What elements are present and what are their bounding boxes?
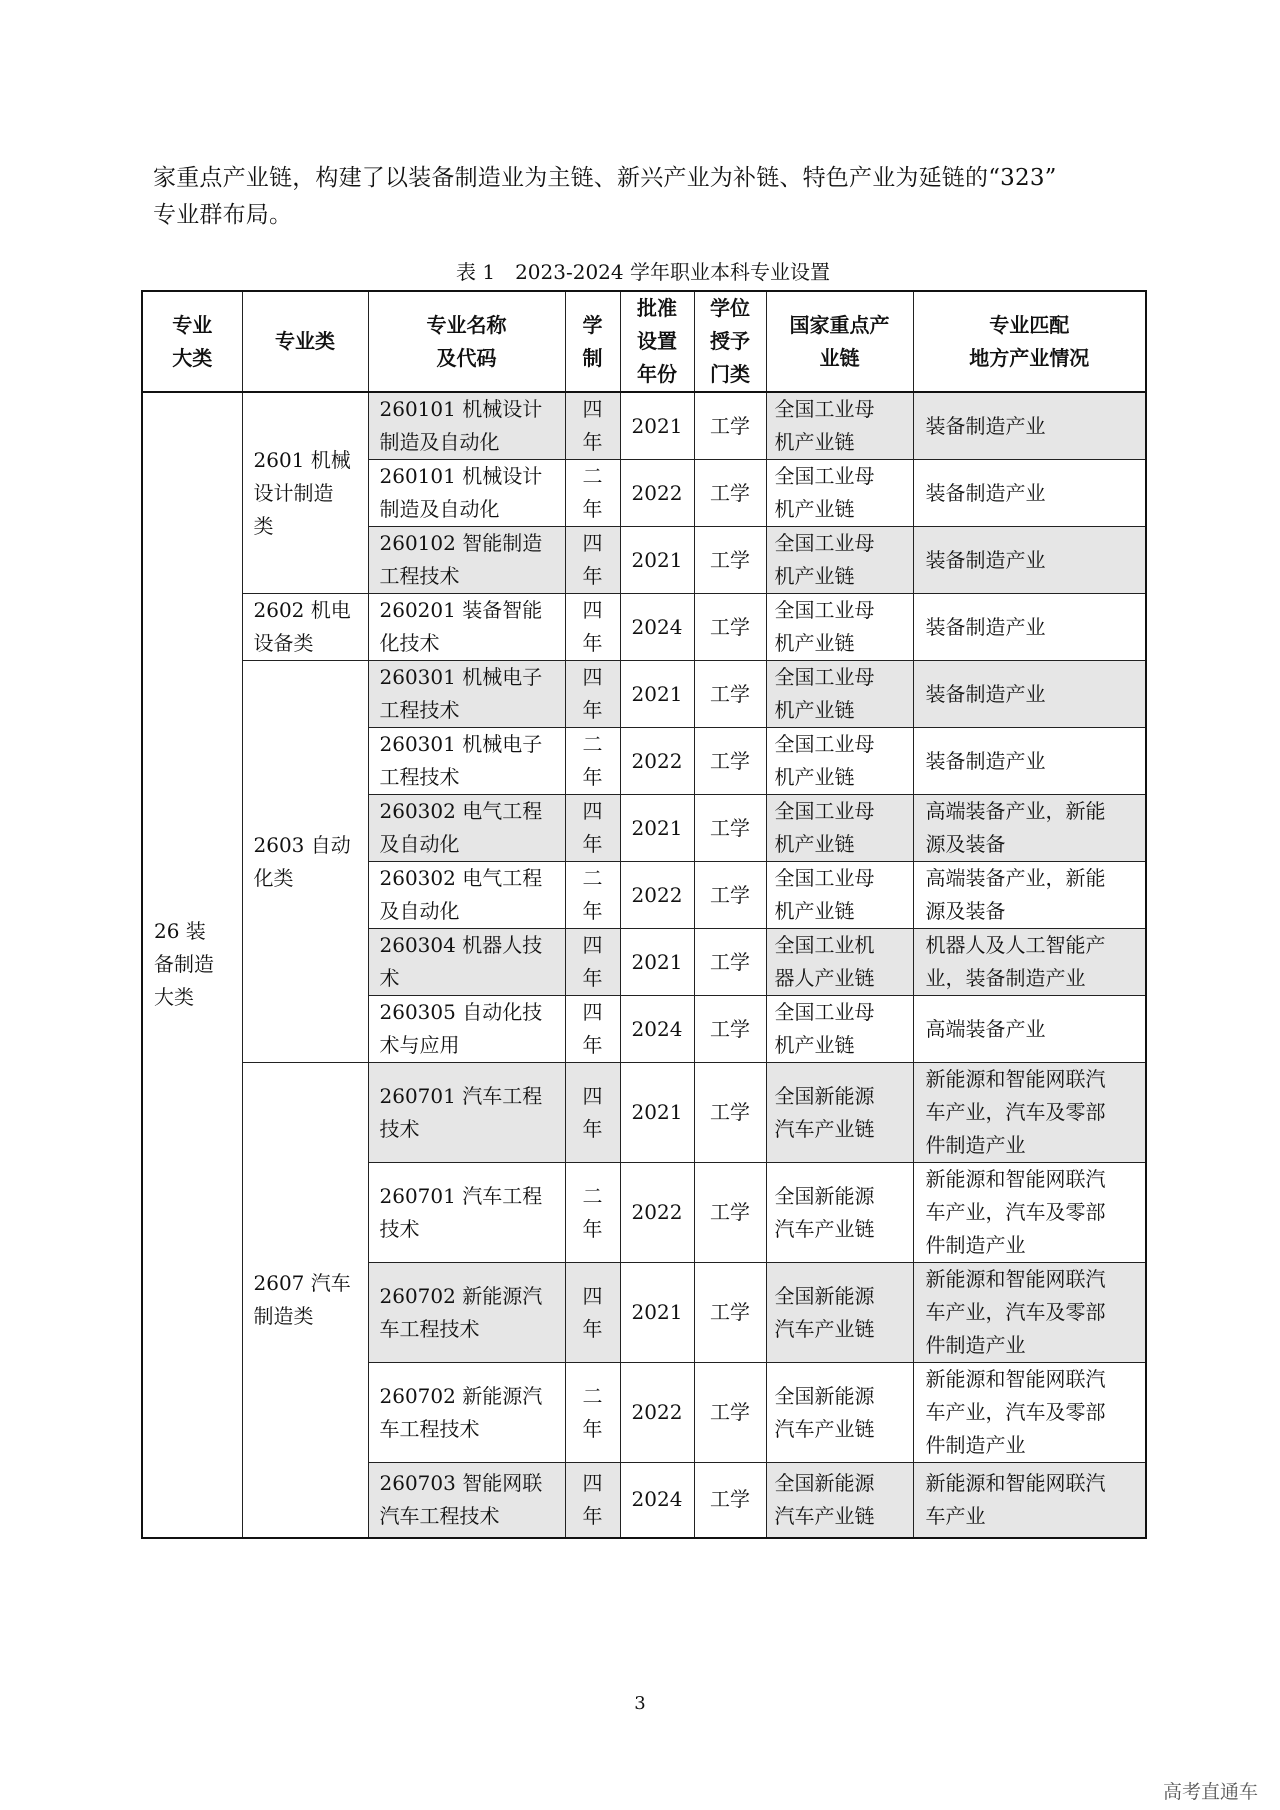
chain-cell: 全国工业母 机产业链 [766,392,913,460]
year-cell: 2024 [620,996,694,1063]
degree-cell: 工学 [694,1263,766,1363]
match-cell: 装备制造产业 [913,527,1146,594]
chain-cell: 全国工业母 机产业链 [766,527,913,594]
match-cell: 装备制造产业 [913,392,1146,460]
page-number: 3 [634,1693,646,1714]
program-cell: 260201 装备智能 化技术 [368,594,565,661]
year-cell: 2022 [620,728,694,795]
year-cell: 2021 [620,929,694,996]
match-cell: 新能源和智能网联汽 车产业，汽车及零部 件制造产业 [913,1163,1146,1263]
program-cell: 260302 电气工程 及自动化 [368,862,565,929]
degree-cell: 工学 [694,1063,766,1163]
chain-cell: 全国工业母 机产业链 [766,862,913,929]
degree-cell: 工学 [694,460,766,527]
year-cell: 2021 [620,661,694,728]
year-cell: 2021 [620,527,694,594]
header-match: 专业匹配 地方产业情况 [913,291,1146,392]
program-cell: 260101 机械设计 制造及自动化 [368,392,565,460]
category-cell: 26 装 备制造 大类 [142,392,242,1538]
chain-cell: 全国工业母 机产业链 [766,460,913,527]
duration-cell: 四 年 [565,929,620,996]
degree-cell: 工学 [694,929,766,996]
match-cell: 装备制造产业 [913,594,1146,661]
match-cell: 新能源和智能网联汽 车产业，汽车及零部 件制造产业 [913,1363,1146,1463]
chain-cell: 全国新能源 汽车产业链 [766,1363,913,1463]
group-2601-cell: 2601 机械 设计制造 类 [242,392,368,594]
year-cell: 2022 [620,1363,694,1463]
header-duration: 学 制 [565,291,620,392]
match-cell: 高端装备产业，新能 源及装备 [913,862,1146,929]
chain-cell: 全国工业母 机产业链 [766,594,913,661]
table-row [142,594,1146,661]
degree-cell: 工学 [694,1363,766,1463]
duration-cell: 四 年 [565,996,620,1063]
duration-cell: 四 年 [565,527,620,594]
header-year: 批准 设置 年份 [620,291,694,392]
duration-cell: 四 年 [565,1063,620,1163]
match-cell: 高端装备产业 [913,996,1146,1063]
header-degree: 学位 授予 门类 [694,291,766,392]
match-cell: 新能源和智能网联汽 车产业，汽车及零部 件制造产业 [913,1063,1146,1163]
group-2603-cell: 2603 自动 化类 [242,661,368,1063]
table-header-row [142,291,1146,392]
duration-cell: 四 年 [565,661,620,728]
program-cell: 260701 汽车工程 技术 [368,1163,565,1263]
program-cell: 260305 自动化技 术与应用 [368,996,565,1063]
table-body [142,392,1146,1538]
chain-cell: 全国工业母 机产业链 [766,996,913,1063]
year-cell: 2022 [620,862,694,929]
match-cell: 高端装备产业，新能 源及装备 [913,795,1146,862]
table-row [142,1063,1146,1163]
program-cell: 260702 新能源汽 车工程技术 [368,1363,565,1463]
program-cell: 260701 汽车工程 技术 [368,1063,565,1163]
year-cell: 2021 [620,392,694,460]
year-cell: 2024 [620,1463,694,1538]
program-cell: 260703 智能网联 汽车工程技术 [368,1463,565,1538]
match-cell: 装备制造产业 [913,728,1146,795]
table-row [142,392,1146,460]
program-cell: 260301 机械电子 工程技术 [368,728,565,795]
intro-line-2: 专业群布局。 [153,202,293,228]
program-table [141,290,1147,1539]
year-cell: 2022 [620,460,694,527]
degree-cell: 工学 [694,1163,766,1263]
intro-paragraph [153,160,1143,234]
year-cell: 2021 [620,795,694,862]
chain-cell: 全国工业母 机产业链 [766,795,913,862]
chain-cell: 全国新能源 汽车产业链 [766,1463,913,1538]
program-cell: 260102 智能制造 工程技术 [368,527,565,594]
match-cell: 机器人及人工智能产 业，装备制造产业 [913,929,1146,996]
chain-cell: 全国工业母 机产业链 [766,661,913,728]
program-cell: 260101 机械设计 制造及自动化 [368,460,565,527]
table-row [142,661,1146,728]
duration-cell: 二 年 [565,728,620,795]
degree-cell: 工学 [694,795,766,862]
watermark: 高考直通车 [1162,1781,1258,1803]
intro-line-1: 家重点产业链，构建了以装备制造业为主链、新兴产业为补链、特色产业为延链的“323” [153,165,1057,191]
degree-cell: 工学 [694,661,766,728]
chain-cell: 全国工业机 器人产业链 [766,929,913,996]
year-cell: 2022 [620,1163,694,1263]
chain-cell: 全国新能源 汽车产业链 [766,1163,913,1263]
chain-cell: 全国新能源 汽车产业链 [766,1063,913,1163]
degree-cell: 工学 [694,392,766,460]
header-program: 专业名称 及代码 [368,291,565,392]
degree-cell: 工学 [694,996,766,1063]
program-cell: 260304 机器人技 术 [368,929,565,996]
duration-cell: 二 年 [565,460,620,527]
match-cell: 装备制造产业 [913,460,1146,527]
duration-cell: 二 年 [565,862,620,929]
group-2607-cell: 2607 汽车 制造类 [242,1063,368,1538]
program-cell: 260702 新能源汽 车工程技术 [368,1263,565,1363]
match-cell: 装备制造产业 [913,661,1146,728]
group-2602-cell: 2602 机电 设备类 [242,594,368,661]
duration-cell: 四 年 [565,795,620,862]
header-chain: 国家重点产 业链 [766,291,913,392]
chain-cell: 全国新能源 汽车产业链 [766,1263,913,1363]
degree-cell: 工学 [694,594,766,661]
duration-cell: 四 年 [565,594,620,661]
degree-cell: 工学 [694,728,766,795]
degree-cell: 工学 [694,862,766,929]
table-caption: 表 1 2023-2024 学年职业本科专业设置 [456,260,830,284]
match-cell: 新能源和智能网联汽 车产业，汽车及零部 件制造产业 [913,1263,1146,1363]
degree-cell: 工学 [694,1463,766,1538]
program-cell: 260302 电气工程 及自动化 [368,795,565,862]
match-cell: 新能源和智能网联汽 车产业 [913,1463,1146,1538]
degree-cell: 工学 [694,527,766,594]
duration-cell: 二 年 [565,1163,620,1263]
duration-cell: 二 年 [565,1363,620,1463]
program-cell: 260301 机械电子 工程技术 [368,661,565,728]
duration-cell: 四 年 [565,1463,620,1538]
chain-cell: 全国工业母 机产业链 [766,728,913,795]
header-category: 专业 大类 [142,291,242,392]
duration-cell: 四 年 [565,1263,620,1363]
year-cell: 2024 [620,594,694,661]
year-cell: 2021 [620,1063,694,1163]
year-cell: 2021 [620,1263,694,1363]
header-group: 专业类 [242,291,368,392]
duration-cell: 四 年 [565,392,620,460]
